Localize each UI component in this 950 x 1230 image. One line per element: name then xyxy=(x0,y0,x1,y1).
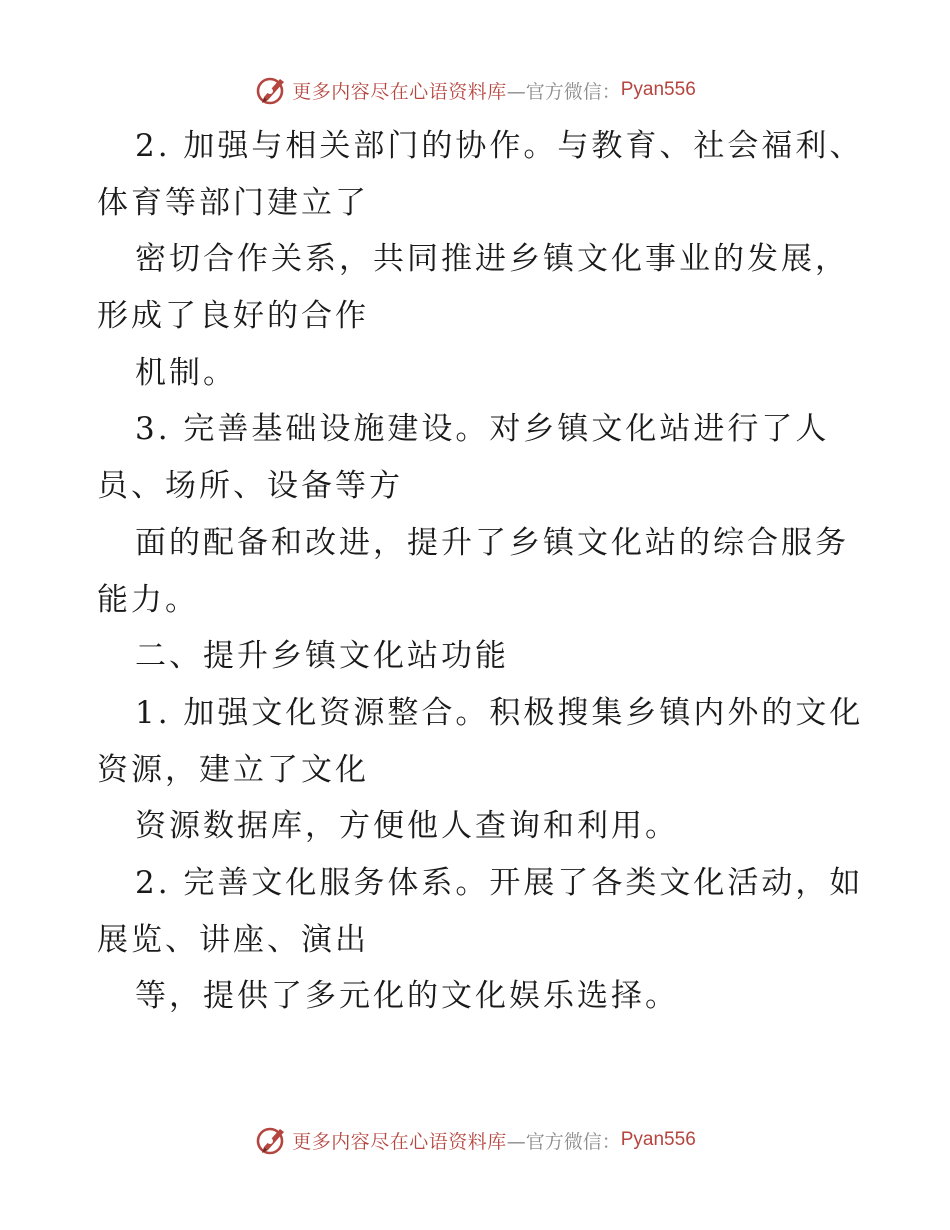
banner-wechat-id: Pyan556 xyxy=(620,1129,696,1150)
header-banner xyxy=(0,70,950,110)
banner-promo-text: 更多内容尽在心语资料库 xyxy=(292,80,507,103)
document-body xyxy=(97,118,864,1025)
paragraph-line: 员、场所、设备等方 xyxy=(97,468,403,505)
paragraph-line: 面的配备和改进，提升了乡镇文化站的综合服务 xyxy=(135,524,849,561)
paragraph-line: 2. 完善文化服务体系。开展了各类文化活动，如 xyxy=(135,864,864,901)
pen-logo-icon xyxy=(254,73,288,107)
paragraph-line: 资源，建立了文化 xyxy=(97,751,369,788)
paragraph-line: 体育等部门建立了 xyxy=(97,184,369,221)
paragraph-line: 密切合作关系，共同推进乡镇文化事业的发展， xyxy=(135,241,849,278)
paragraph-line: 资源数据库，方便他人查询和利用。 xyxy=(135,808,679,845)
paragraph-line: 1. 加强文化资源整合。积极搜集乡镇内外的文化 xyxy=(135,694,864,731)
paragraph-line: 3. 完善基础设施建设。对乡镇文化站进行了人 xyxy=(135,411,830,448)
paragraph-line: 展览、讲座、演出 xyxy=(97,921,369,958)
banner-separator-text: —官方微信： xyxy=(506,80,621,103)
section-heading: 二、提升乡镇文化站功能 xyxy=(135,638,509,675)
footer-banner xyxy=(0,1120,950,1160)
paragraph-line: 2. 加强与相关部门的协作。与教育、社会福利、 xyxy=(135,128,864,164)
paragraph-line: 等，提供了多元化的文化娱乐选择。 xyxy=(135,978,679,1015)
pen-logo-icon xyxy=(254,1123,288,1157)
paragraph-line: 机制。 xyxy=(135,354,237,391)
banner-separator-text: —官方微信： xyxy=(506,1130,621,1153)
paragraph-line: 形成了良好的合作 xyxy=(97,298,369,335)
banner-promo-text: 更多内容尽在心语资料库 xyxy=(292,1130,507,1153)
banner-wechat-id: Pyan556 xyxy=(620,79,696,100)
paragraph-line: 能力。 xyxy=(97,581,199,618)
